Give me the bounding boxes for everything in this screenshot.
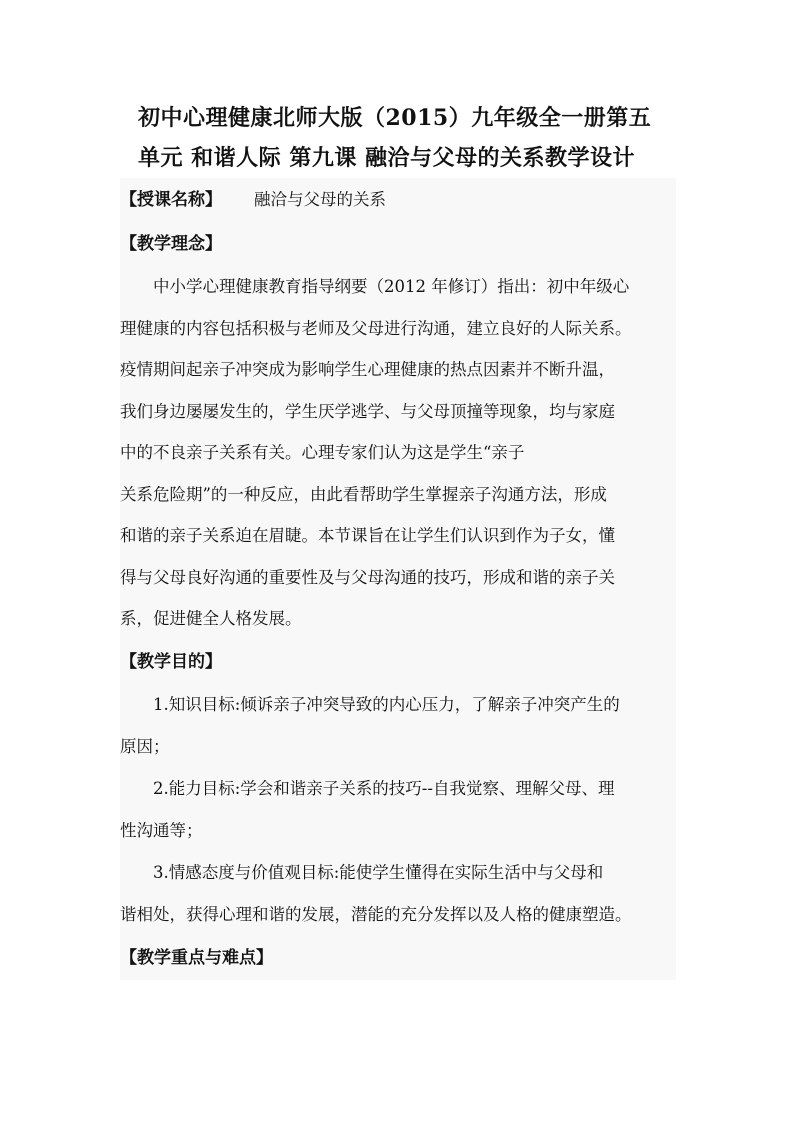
paragraph-line: 理健康的内容包括积极与老师及父母进行沟通，建立良好的人际关系。 xyxy=(120,318,632,338)
paragraph-line: 中的不良亲子关系有关。心理专家们认为这是学生“亲子 xyxy=(120,443,525,462)
philosophy-heading: 【教学理念】 xyxy=(120,234,222,254)
paragraph-line: 疫情期间起亲子冲突成为影响学生心理健康的热点因素并不断升温， xyxy=(120,360,615,379)
key-points-heading: 【教学重点与难点】 xyxy=(120,947,273,968)
objectives-list xyxy=(120,684,676,936)
objectives-heading: 【教学目的】 xyxy=(120,651,222,672)
objective-line: 性沟通等； xyxy=(120,820,203,840)
objective-line: 谐相处，获得心理和谐的发展，潜能的充分发挥以及人格的健康塑造。 xyxy=(120,904,632,924)
objective-line: 原因； xyxy=(120,736,170,756)
objective-item xyxy=(120,684,676,768)
paragraph-line: 系，促进健全人格发展。 xyxy=(120,609,302,628)
objective-item xyxy=(120,852,676,936)
document-body xyxy=(120,98,676,980)
paragraph-line: 我们身边屡屡发生的，学生厌学逃学、与父母顶撞等现象，均与家庭 xyxy=(120,401,615,421)
paragraph-line: 中小学心理健康教育指导纲要（2012 年修订）指出：初中年级心 xyxy=(153,277,630,296)
objective-line: 2.能力目标:学会和谐亲子关系的技巧--自我觉察、理解父母、理 xyxy=(153,778,615,798)
course-name-value: 融洽与父母的关系 xyxy=(254,190,386,209)
objective-line: 1.知识目标:倾诉亲子冲突导致的内心压力，了解亲子冲突产生的 xyxy=(153,694,620,714)
paragraph-line: 和谐的亲子关系迫在眉睫。本节课旨在让学生们认识到作为子女，懂 xyxy=(120,526,615,545)
key-points-heading-row xyxy=(120,936,676,980)
paragraph-line: 关系危险期”的一种反应，由此看帮助学生掌握亲子沟通方法，形成 xyxy=(120,484,607,504)
objective-item xyxy=(120,768,676,852)
title-line-1: 初中心理健康北师大版（2015）九年级全一册第五 xyxy=(138,105,652,131)
objective-line: 3.情感态度与价值观目标:能使学生懂得在实际生活中与父母和 xyxy=(153,862,604,882)
philosophy-heading-row xyxy=(120,222,676,266)
objectives-heading-row xyxy=(120,640,676,684)
course-name-heading: 【授课名称】 xyxy=(120,190,222,210)
page-title xyxy=(120,98,676,178)
course-name-row xyxy=(120,178,676,222)
paragraph-line: 得与父母良好沟通的重要性及与父母沟通的技巧，形成和谐的亲子关 xyxy=(120,567,615,587)
philosophy-paragraph xyxy=(120,266,676,640)
title-line-2: 单元 和谐人际 第九课 融洽与父母的关系教学设计 xyxy=(138,145,635,171)
